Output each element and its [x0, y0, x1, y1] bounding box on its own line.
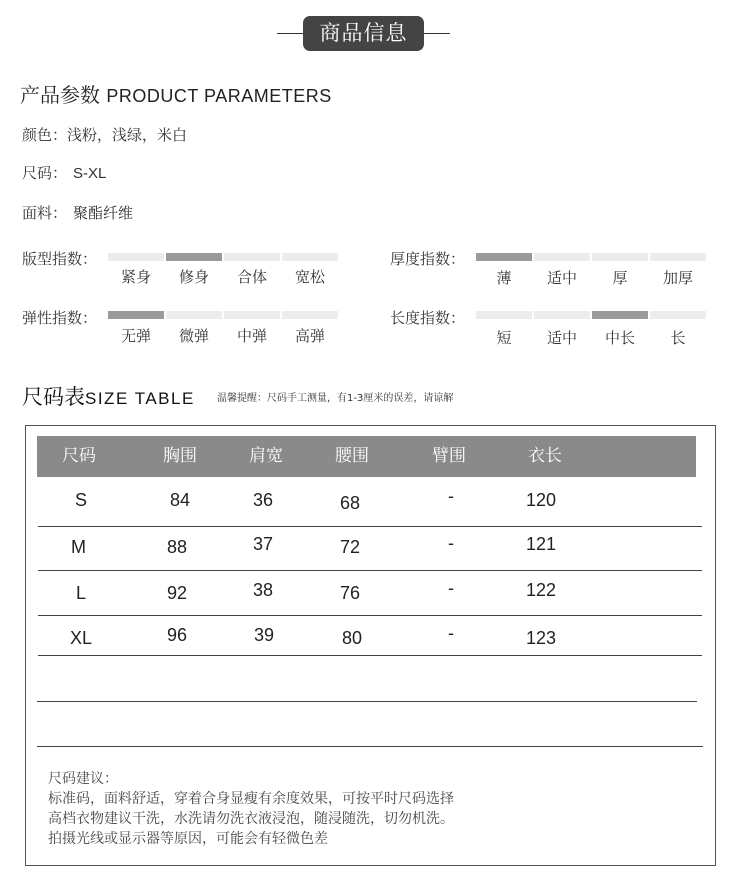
index-segment [108, 311, 164, 319]
index-option-label: 宽松 [294, 268, 325, 286]
cell-waist: 80 [342, 628, 363, 648]
index-option-label: 长 [670, 329, 686, 347]
section-header [0, 14, 750, 54]
cell-size: S [75, 490, 88, 510]
index-segment [476, 311, 532, 319]
index-option-label: 短 [496, 329, 512, 347]
index-segment [224, 311, 280, 319]
cell-shoulder: 38 [253, 580, 274, 600]
size-table [25, 425, 716, 866]
header-divider-right [424, 33, 450, 34]
size-table-title-cn: 尺码表 [22, 385, 85, 409]
index-option-label: 合体 [236, 268, 267, 286]
advice-title: 尺码建议： [48, 771, 118, 787]
elasticity-index-scale [108, 311, 338, 319]
index-option-label: 紧身 [120, 268, 151, 286]
cell-arm: - [448, 623, 454, 643]
row-divider [38, 570, 702, 571]
index-option-label: 中长 [604, 329, 635, 347]
params-title-cn: 产品参数 [20, 83, 100, 107]
index-segment [650, 311, 706, 319]
cell-length: 122 [526, 580, 557, 600]
cell-arm: - [448, 578, 454, 598]
fabric-line [22, 202, 133, 223]
index-option-label: 高弹 [294, 327, 325, 345]
index-option-label: 加厚 [662, 269, 693, 287]
index-option-label: 薄 [496, 269, 512, 287]
header-cell-shoulder: 肩宽 [249, 446, 283, 466]
cell-waist: 72 [340, 537, 361, 557]
index-segment [476, 253, 532, 261]
index-option-label: 微弹 [178, 327, 209, 345]
row-divider [38, 615, 702, 616]
size-line [22, 162, 106, 183]
size-label: 尺码： [22, 164, 68, 182]
advice-line: 拍摄光线或显示器等原因，可能会有轻微色差 [48, 831, 328, 847]
fit-index-scale [108, 253, 338, 261]
row-divider [38, 526, 702, 527]
cell-size: XL [70, 628, 93, 648]
length-index-options [476, 327, 706, 348]
fit-index-label: 版型指数： [22, 250, 98, 268]
cell-shoulder: 39 [254, 625, 275, 645]
header-divider-left [277, 33, 303, 34]
cell-waist: 76 [340, 583, 361, 603]
index-segment [650, 253, 706, 261]
cell-length: 120 [526, 490, 557, 510]
header-cell-size: 尺码 [62, 446, 96, 466]
header-cell-chest: 胸围 [163, 446, 197, 466]
row-divider [38, 655, 702, 656]
size-advice [48, 769, 454, 849]
color-value: 浅粉，浅绿，米白 [67, 126, 188, 144]
index-option-label: 无弹 [120, 327, 151, 345]
index-segment [108, 253, 164, 261]
size-table-title [22, 381, 195, 411]
index-option-label: 适中 [546, 269, 577, 287]
index-segment [592, 253, 648, 261]
fabric-label: 面料： [22, 204, 68, 222]
length-index-scale [476, 311, 706, 319]
cell-shoulder: 36 [253, 490, 274, 510]
index-option-label: 中弹 [236, 327, 267, 345]
length-index-label: 长度指数： [390, 309, 466, 327]
advice-line: 高档衣物建议干洗，水洗请勿洗衣液浸泡，随浸随洗，切勿机洗。 [48, 811, 454, 827]
index-option-label: 厚 [612, 269, 628, 287]
size-table-header [37, 436, 696, 477]
elasticity-index-options [108, 325, 338, 346]
index-segment [224, 253, 280, 261]
index-segment [534, 253, 590, 261]
header-cell-waist: 腰围 [335, 446, 369, 466]
thickness-index-label: 厚度指数： [390, 250, 466, 268]
index-option-label: 修身 [178, 268, 209, 286]
index-segment [166, 311, 222, 319]
params-title-en: PRODUCT PARAMETERS [106, 86, 332, 106]
index-segment [166, 253, 222, 261]
size-table-title-en: SIZE TABLE [85, 389, 195, 408]
cell-chest: 96 [167, 625, 188, 645]
cell-length: 121 [526, 534, 557, 554]
index-segment [534, 311, 590, 319]
thickness-index-scale [476, 253, 706, 261]
cell-shoulder: 37 [253, 534, 274, 554]
header-cell-arm: 臂围 [432, 446, 466, 466]
cell-length: 123 [526, 628, 557, 648]
fit-index-options [108, 266, 338, 287]
section-header-title: 商品信息 [303, 16, 424, 51]
cell-size: L [76, 583, 87, 603]
cell-chest: 88 [167, 537, 188, 557]
cell-arm: - [448, 533, 454, 553]
color-line [22, 124, 187, 145]
advice-line: 标准码，面料舒适，穿着合身显瘦有余度效果，可按平时尺码选择 [48, 791, 454, 807]
cell-waist: 68 [340, 493, 361, 513]
params-title [20, 79, 332, 108]
size-value: S-XL [73, 165, 107, 182]
color-label: 颜色： [22, 126, 68, 144]
row-divider [37, 701, 697, 702]
index-segment [282, 253, 338, 261]
fabric-value: 聚酯纤维 [73, 204, 134, 222]
index-option-label: 适中 [546, 329, 577, 347]
index-segment [592, 311, 648, 319]
index-segment [282, 311, 338, 319]
cell-arm: - [448, 486, 454, 506]
header-cell-length: 衣长 [528, 446, 562, 466]
thickness-index-options [476, 267, 706, 288]
cell-chest: 92 [167, 583, 188, 603]
elasticity-index-label: 弹性指数： [22, 309, 98, 327]
cell-chest: 84 [170, 490, 191, 510]
cell-size: M [71, 537, 86, 557]
size-table-note: 温馨提醒：尺码手工测量，有1-3厘米的误差，请谅解 [217, 393, 454, 404]
row-divider [37, 746, 703, 747]
